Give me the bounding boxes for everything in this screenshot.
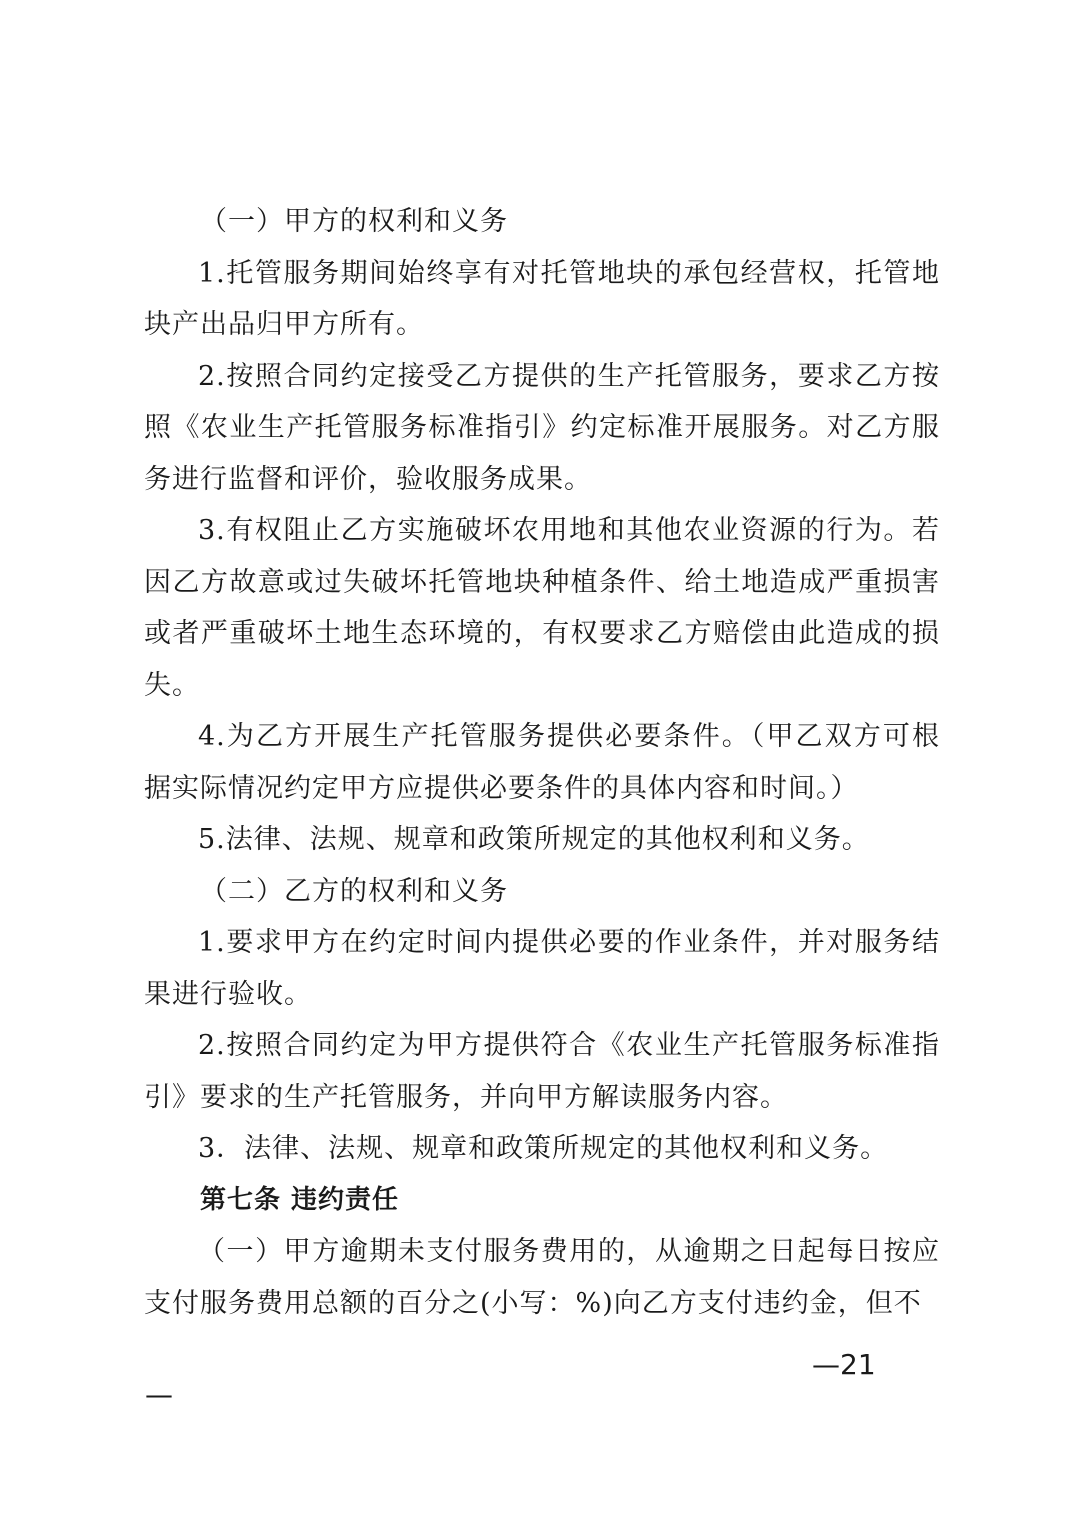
document-page bbox=[144, 196, 940, 1329]
section-heading-party-a: （一）甲方的权利和义务 bbox=[200, 206, 508, 237]
party-a-item-4: 4.为乙方开展生产托管服务提供必要条件。（甲乙双方可根据实际情况约定甲方应提供必要条件的具体内容和时间。） bbox=[144, 721, 940, 804]
party-b-item-2: 2.按照合同约定为甲方提供符合《农业生产托管服务标准指引》要求的生产托管服务，并向甲方解读服务内容。 bbox=[144, 1030, 940, 1113]
party-a-item-2: 2.按照合同约定接受乙方提供的生产托管服务，要求乙方按照《农业生产托管服务标准指引》约定标准开展服务。对乙方服务进行监督和评价，验收服务成果。 bbox=[144, 360, 940, 495]
party-a-item-1: 1.托管服务期间始终享有对托管地块的承包经营权，托管地块产出品归甲方所有。 bbox=[144, 257, 940, 340]
party-a-item-5: 5.法律、法规、规章和政策所规定的其他权利和义务。 bbox=[198, 824, 870, 855]
party-b-item-1: 1.要求甲方在约定时间内提供必要的作业条件，并对服务结果进行验收。 bbox=[144, 927, 940, 1010]
article-7-item-1: （一）甲方逾期未支付服务费用的，从逾期之日起每日按应支付服务费用总额的百分之(小写：%)向乙方支付违约金，但不 bbox=[144, 1236, 940, 1319]
footer-dash: — bbox=[145, 1378, 173, 1411]
section-heading-party-b: （二）乙方的权利和义务 bbox=[200, 875, 508, 907]
party-b-item-3: 3．法律、法规、规章和政策所规定的其他权利和义务。 bbox=[198, 1133, 889, 1164]
party-a-item-3: 3.有权阻止乙方实施破坏农用地和其他农业资源的行为。若因乙方故意或过失破坏托管地块种植条件、给土地造成严重损害或者严重破坏土地生态环境的，有权要求乙方赔偿由此造成的损失。 bbox=[144, 515, 940, 701]
page-number: —21 bbox=[812, 1348, 876, 1381]
article-7-heading: 第七条 违约责任 bbox=[200, 1184, 400, 1215]
